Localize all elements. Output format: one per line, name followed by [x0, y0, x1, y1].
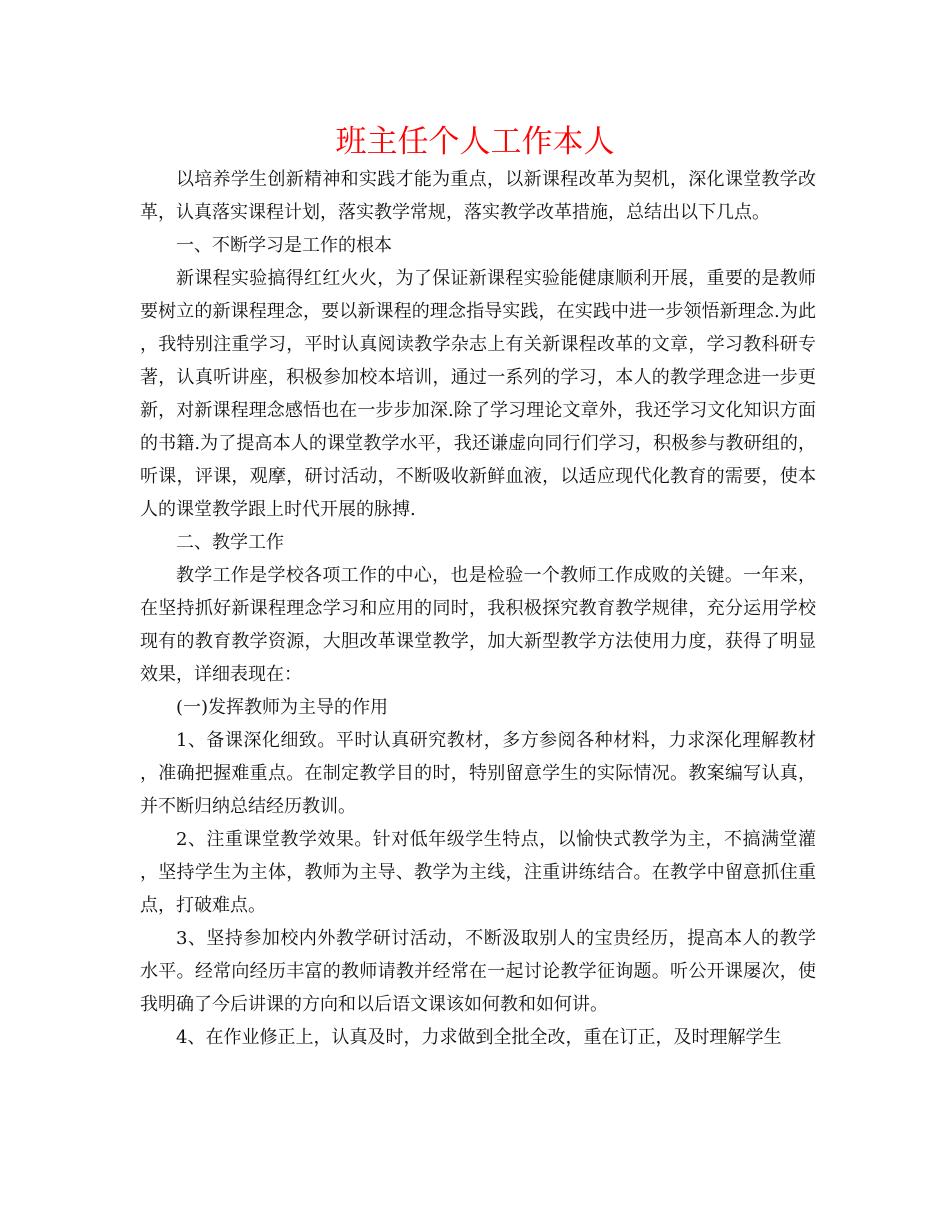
subsection-heading-1: (一)发挥教师为主导的作用 [176, 697, 389, 718]
paragraph-learning: 新课程实验搞得红红火火，为了保证新课程实验能健康顺利开展，重要的是教师要树立的新课程理念，要以新课程的理念指导实践，在实践中进一步领悟新理念.为此，我特别注重学习，平时认真阅读教学杂志上有关新课程改革的文章，学习教科研专著，认真听讲座，积极参加校本培训，通过一系列的学习，本人的教学理念进一步更新，对新课程理念感悟也在一步步加深.除了学习理论文章外，我还学习文化知识方面的书籍.为了提高本人的课堂教学水平，我还谦虚向同行们学习，积极参与教研组的，听课，评课，观摩，研讨活动，不断吸收新鲜血液，以适应现代化教育的需要，使本人的课堂教学跟上时代开展的脉搏. [140, 268, 816, 520]
intro-paragraph: 以培养学生创新精神和实践才能为重点，以新课程改革为契机，深化课堂教学改革，认真落实课程计划，落实教学常规，落实教学改革措施，总结出以下几点。 [140, 169, 816, 223]
item-3-paragraph: 3、坚持参加校内外教学研讨活动，不断汲取别人的宝贵经历，提高本人的教学水平。经常向经历丰富的教师请教并经常在一起讨论教学征询题。听公开课屡次，使我明确了今后讲课的方向和以后语文课该如何教和如何讲。 [140, 928, 816, 1015]
item-4-paragraph: 4、在作业修正上，认真及时，力求做到全批全改，重在订正，及时理解学生 [176, 1027, 782, 1048]
item-2-paragraph: 2、注重课堂教学效果。针对低年级学生特点，以愉快式教学为主，不搞满堂灌，坚持学生为主体，教师为主导、教学为主线，注重讲练结合。在教学中留意抓住重点，打破难点。 [140, 829, 816, 916]
section-heading-1: 一、不断学习是工作的根本 [176, 235, 392, 256]
item-1-paragraph: 1、备课深化细致。平时认真研究教材，多方参阅各种材料，力求深化理解教材，准确把握难重点。在制定教学目的时，特别留意学生的实际情况。教案编写认真，并不断归纳总结经历教训。 [140, 730, 816, 817]
section-heading-2: 二、教学工作 [176, 532, 284, 553]
document-body [140, 163, 816, 1054]
document-title: 班主任个人工作本人 [335, 124, 615, 160]
paragraph-teaching: 教学工作是学校各项工作的中心，也是检验一个教师工作成败的关键。一年来，在坚持抓好新课程理念学习和应用的同时，我积极探究教育教学规律，充分运用学校现有的教育教学资源，大胆改革课堂教学，加大新型教学方法使用力度，获得了明显效果，详细表现在： [140, 565, 816, 685]
